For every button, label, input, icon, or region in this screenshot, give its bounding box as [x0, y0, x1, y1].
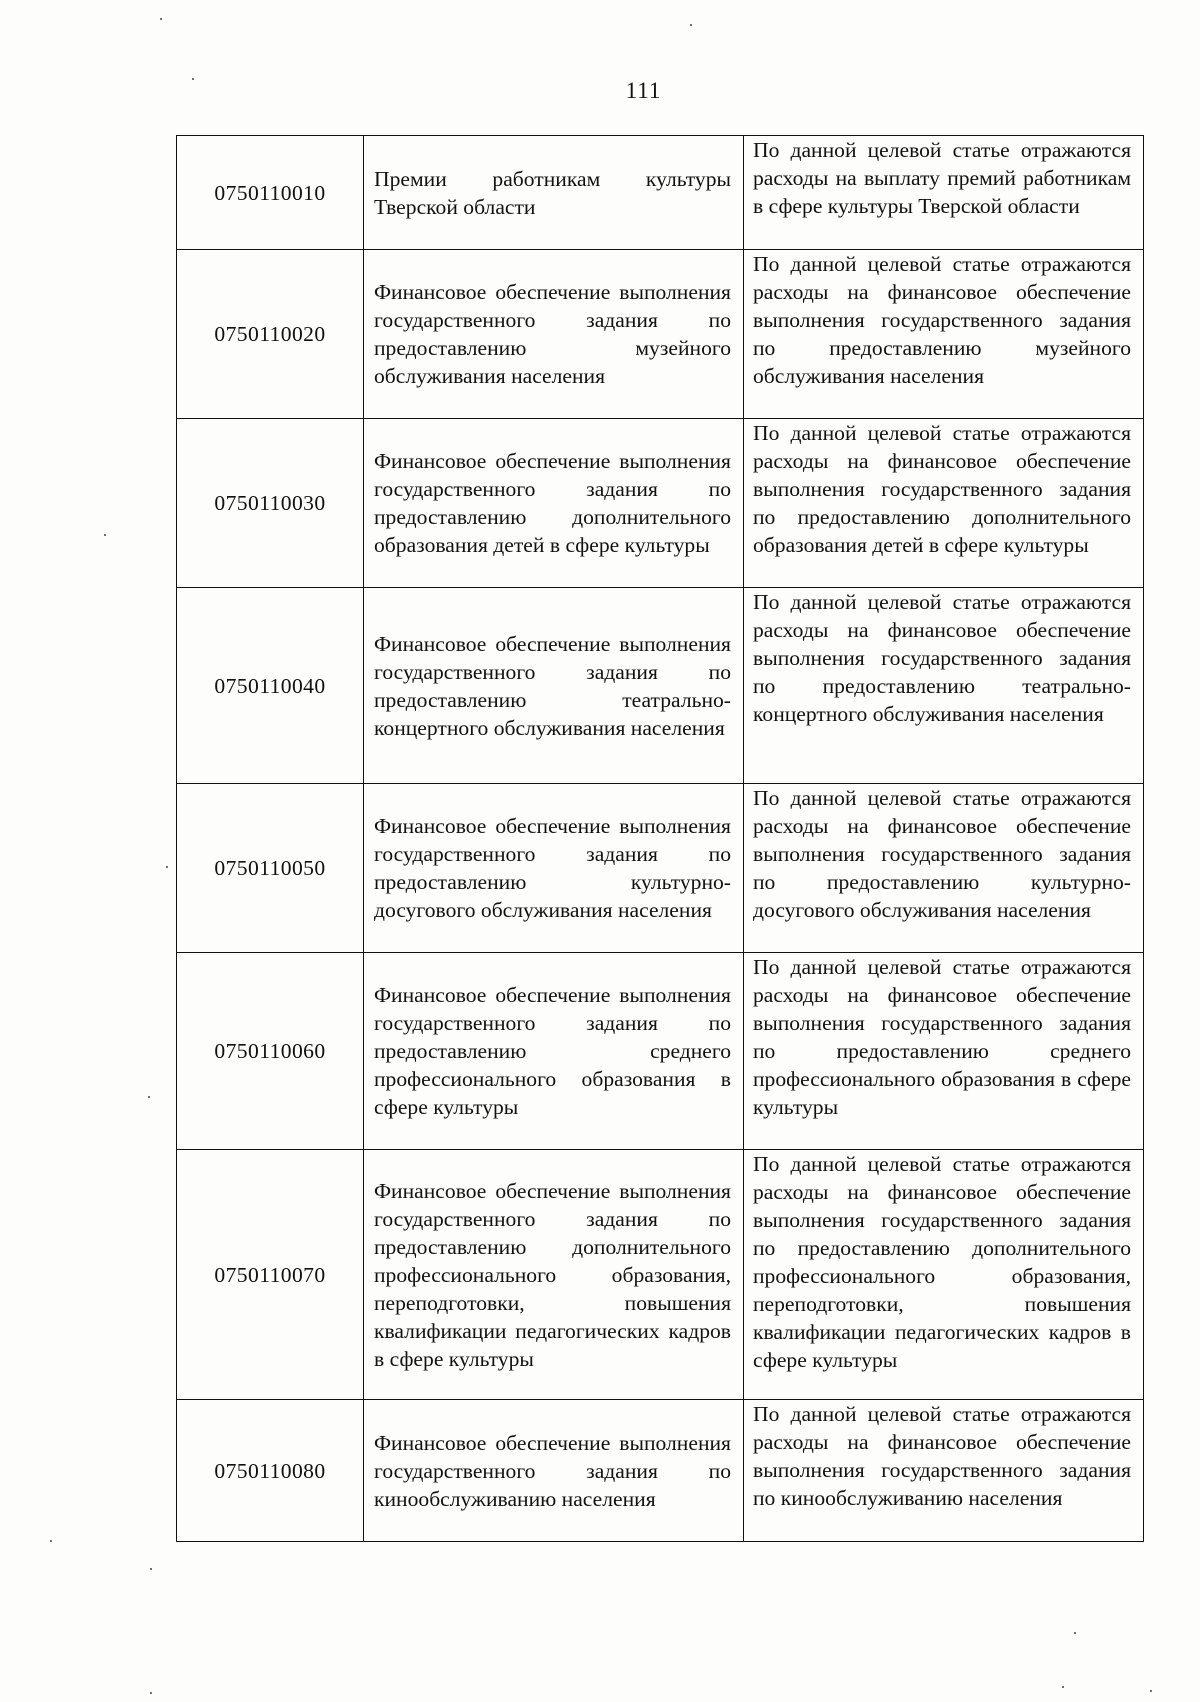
target-article-description: По данной целевой статье отражаются расходы на финансовое обеспечение выполнения государственного задания по предоставлению дополнительного профессионального образования, переподготовки, повышения квалификации педагогических кадров в сфере культуры	[744, 1150, 1144, 1400]
scan-speck	[148, 1096, 150, 1098]
scan-speck	[690, 24, 692, 26]
table-row	[177, 250, 1144, 419]
target-article-description: По данной целевой статье отражаются расходы на финансовое обеспечение выполнения государственного задания по предоставлению культурно-досугового обслуживания населения	[744, 784, 1144, 953]
scan-speck	[1062, 1686, 1064, 1688]
scan-speck	[160, 18, 162, 20]
target-article-code: 0750110020	[177, 250, 364, 419]
target-article-name: Премии работникам культуры Тверской области	[364, 136, 744, 250]
scan-speck	[150, 1692, 152, 1694]
target-article-name: Финансовое обеспечение выполнения государственного задания по предоставлению дополнительного образования детей в сфере культуры	[364, 419, 744, 588]
scan-speck	[50, 1540, 52, 1542]
target-article-code: 0750110030	[177, 419, 364, 588]
table-row	[177, 419, 1144, 588]
scan-speck	[150, 1568, 152, 1570]
target-article-name: Финансовое обеспечение выполнения государственного задания по предоставлению культурно-досугового обслуживания населения	[364, 784, 744, 953]
target-article-code: 0750110080	[177, 1400, 364, 1542]
scan-speck	[1150, 1690, 1152, 1692]
table-row	[177, 1400, 1144, 1542]
target-article-name: Финансовое обеспечение выполнения государственного задания по предоставлению театрально-концертного обслуживания населения	[364, 588, 744, 784]
target-article-code: 0750110070	[177, 1150, 364, 1400]
page-number: 111	[625, 78, 662, 103]
target-article-code: 0750110050	[177, 784, 364, 953]
target-article-name: Финансовое обеспечение выполнения государственного задания по кинообслуживанию населения	[364, 1400, 744, 1542]
table-row	[177, 588, 1144, 784]
target-article-description: По данной целевой статье отражаются расходы на финансовое обеспечение выполнения государственного задания по предоставлению театрально-концертного обслуживания населения	[744, 588, 1144, 784]
target-article-code: 0750110040	[177, 588, 364, 784]
table-row	[177, 953, 1144, 1150]
target-article-code: 0750110010	[177, 136, 364, 250]
target-article-description: По данной целевой статье отражаются расходы на финансовое обеспечение выполнения государственного задания по предоставлению музейного обслуживания населения	[744, 250, 1144, 419]
table-row	[177, 136, 1144, 250]
scan-speck	[1074, 1632, 1076, 1634]
target-article-description: По данной целевой статье отражаются расходы на финансовое обеспечение выполнения государственного задания по предоставлению среднего профессионального образования в сфере культуры	[744, 953, 1144, 1150]
target-article-code: 0750110060	[177, 953, 364, 1150]
budget-classification-table	[176, 135, 1144, 1542]
table-row	[177, 1150, 1144, 1400]
target-article-name: Финансовое обеспечение выполнения государственного задания по предоставлению среднего профессионального образования в сфере культуры	[364, 953, 744, 1150]
scan-speck	[192, 78, 194, 80]
scan-speck	[104, 534, 106, 536]
scan-speck	[166, 866, 168, 868]
target-article-description: По данной целевой статье отражаются расходы на выплату премий работникам в сфере культуры Тверской области	[744, 136, 1144, 250]
target-article-name: Финансовое обеспечение выполнения государственного задания по предоставлению музейного обслуживания населения	[364, 250, 744, 419]
target-article-description: По данной целевой статье отражаются расходы на финансовое обеспечение выполнения государственного задания по кинообслуживанию населения	[744, 1400, 1144, 1542]
target-article-description: По данной целевой статье отражаются расходы на финансовое обеспечение выполнения государственного задания по предоставлению дополнительного образования детей в сфере культуры	[744, 419, 1144, 588]
target-article-name: Финансовое обеспечение выполнения государственного задания по предоставлению дополнительного профессионального образования, переподготовки, повышения квалификации педагогических кадров в сфере культуры	[364, 1150, 744, 1400]
table-row	[177, 784, 1144, 953]
